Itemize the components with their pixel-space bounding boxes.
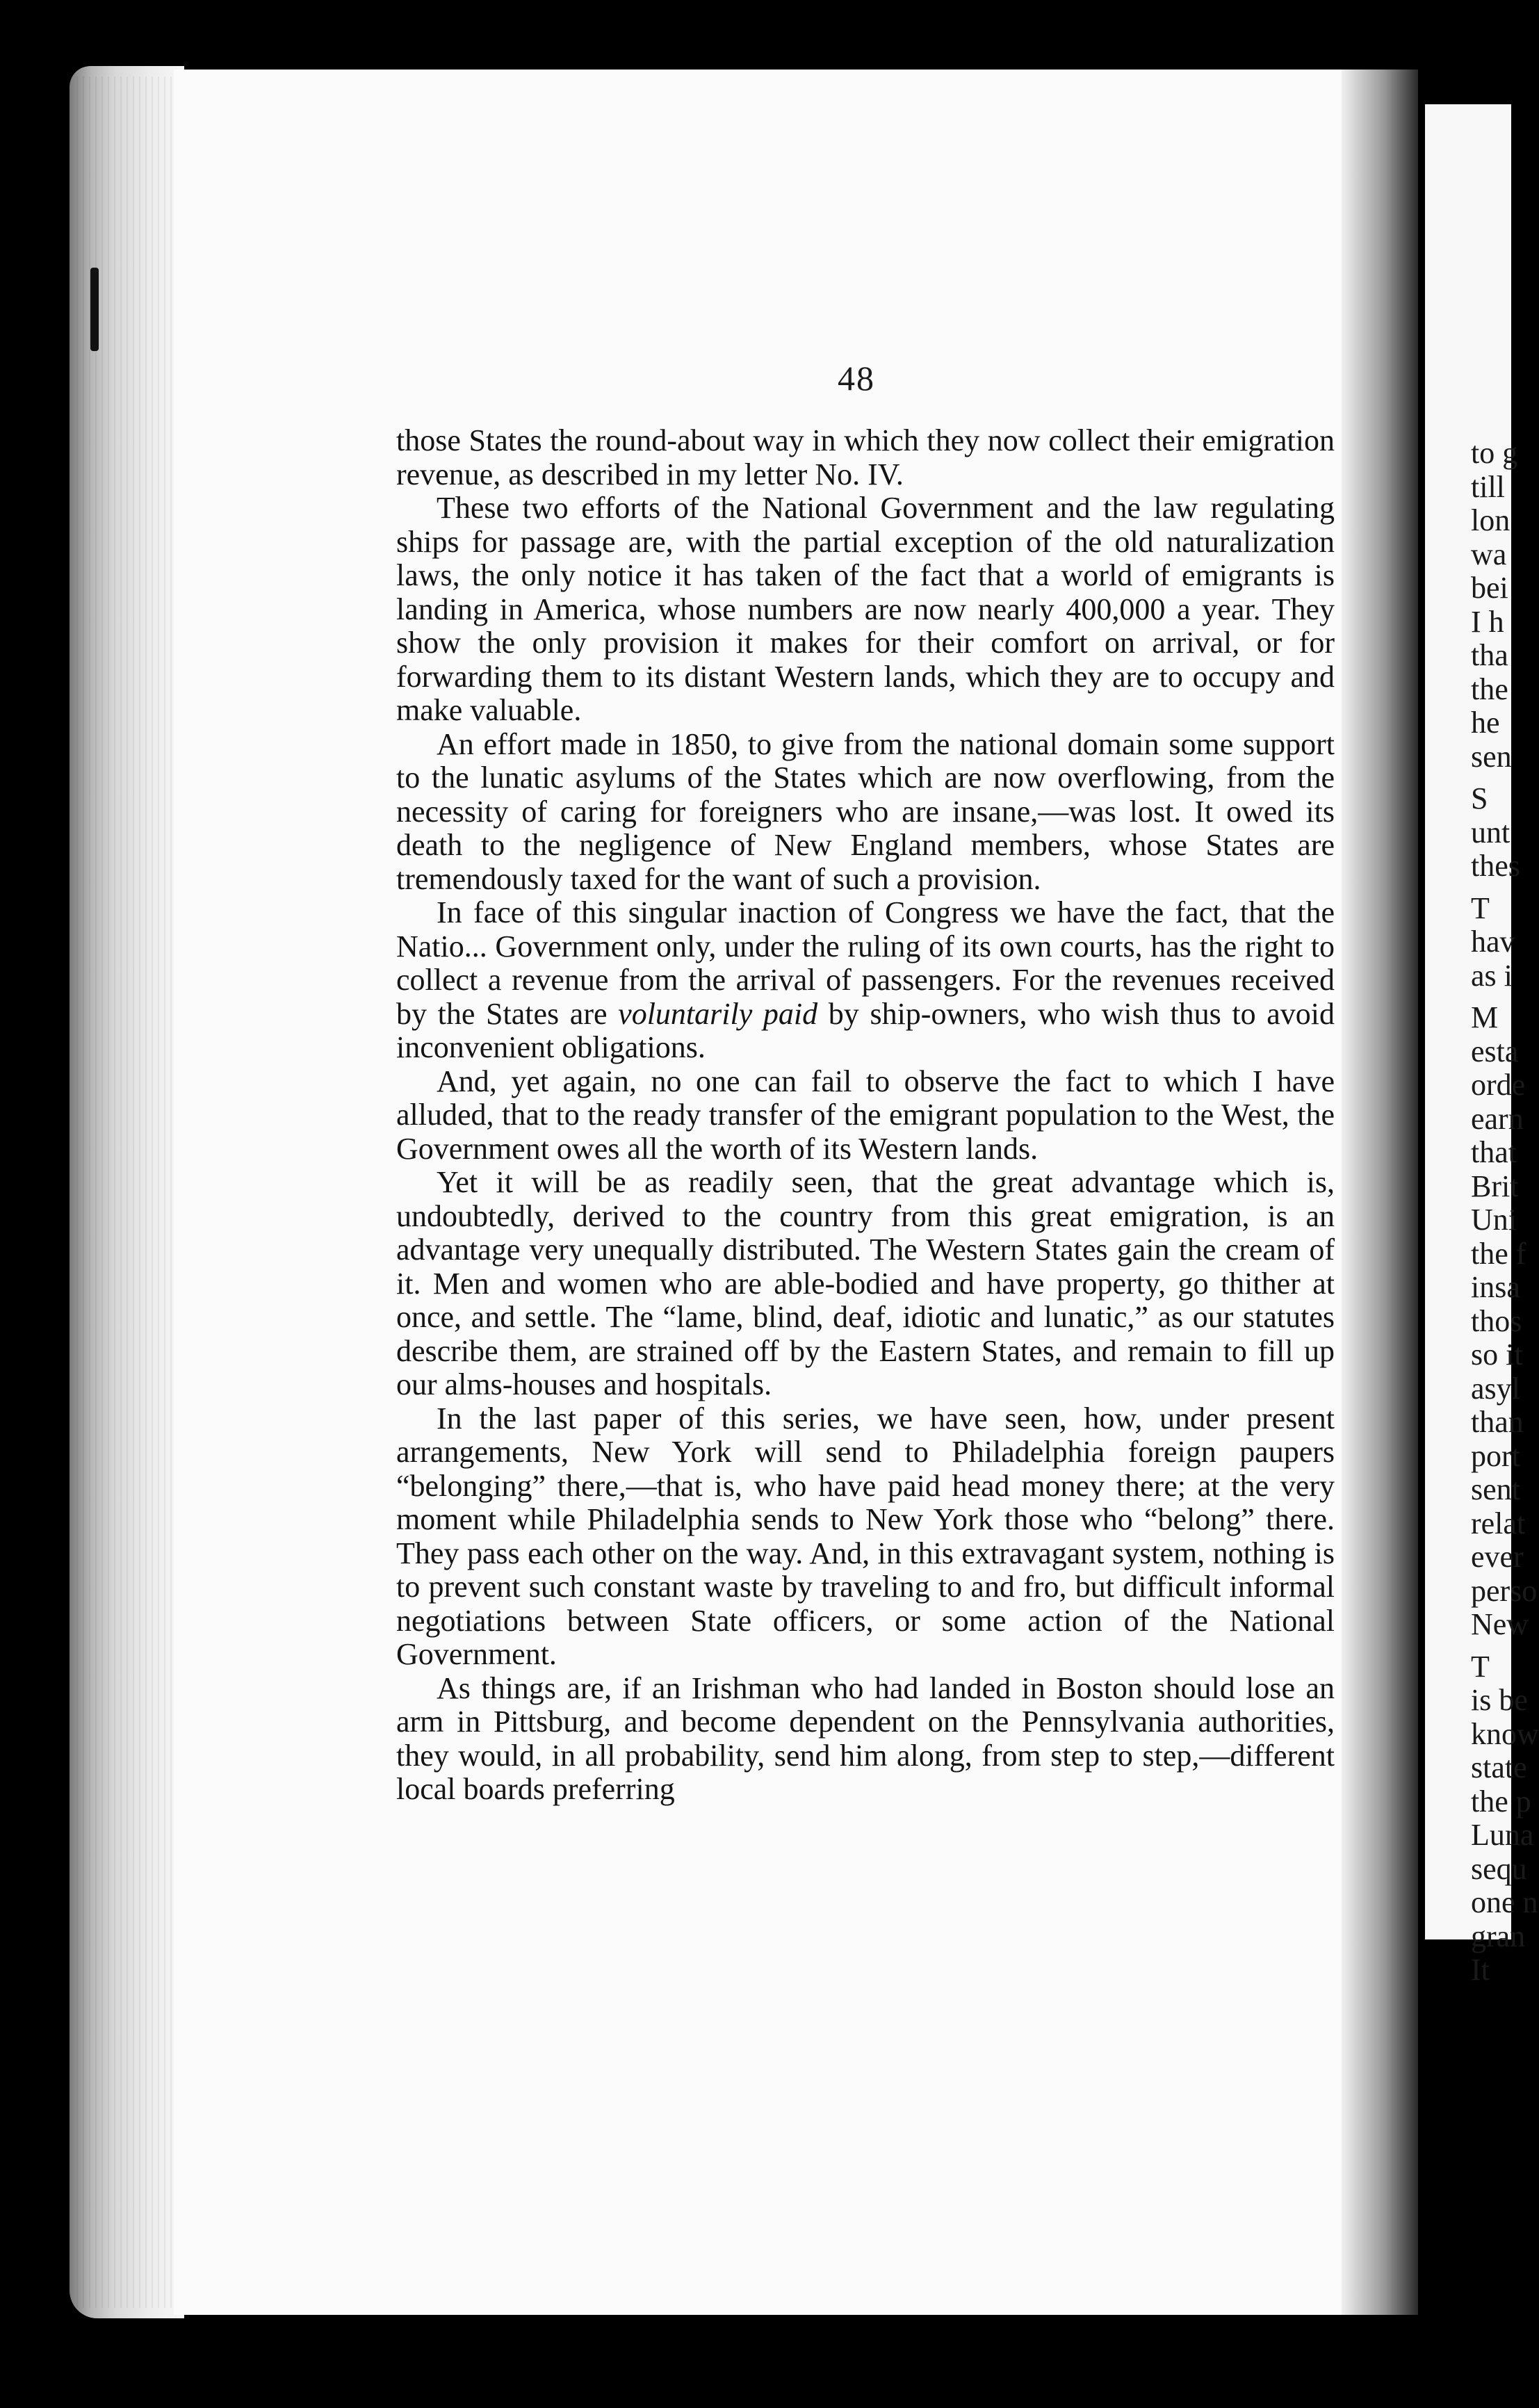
facing-page-line: Uni (1471, 1203, 1517, 1237)
facing-page-line: state (1471, 1750, 1527, 1784)
facing-page-line: I h (1471, 604, 1504, 639)
facing-page-line: hav (1471, 925, 1515, 959)
facing-page-line: so it (1471, 1337, 1523, 1372)
facing-page-line: the (1471, 672, 1508, 706)
facing-page-line: the f (1471, 1236, 1526, 1271)
paragraph: As things are, if an Irishman who had landed in Boston should lose an arm in Pittsburg, and become dependent on the Pennsylvania authorities, they would, in all probability, send him along, from step to step,—different local boards preferring (396, 1670, 1335, 1806)
facing-page-line: one n (1471, 1885, 1538, 1919)
facing-page-line: gran (1471, 1919, 1526, 1953)
facing-page-line: earn (1471, 1101, 1524, 1136)
facing-page-line: is be (1471, 1683, 1528, 1717)
facing-page-line: he (1471, 706, 1500, 740)
facing-page-line: T (1471, 890, 1490, 925)
facing-page (1425, 104, 1539, 1987)
facing-page-line: T (1471, 1649, 1490, 1684)
facing-page-line: esta (1471, 1034, 1519, 1068)
page-edges-texture (76, 76, 174, 2308)
facing-page-line: M (1471, 1000, 1499, 1034)
facing-page-line: port (1471, 1438, 1520, 1473)
paragraph: An effort made in 1850, to give from the national domain some support to the lunatic asylums of the States which are now overflowing, from the necessity of caring for foreigners who are insane,—was lost. It owed its death to the negligence of New England members, whose States are tremendously taxed for the want of such a provision. (396, 726, 1335, 896)
edge-mark (90, 268, 99, 351)
facing-page-line: S (1471, 781, 1488, 815)
facing-page-line: New (1471, 1607, 1529, 1641)
page-number: 48 (838, 359, 875, 398)
facing-page-line: lon (1471, 503, 1510, 537)
facing-page-line: It (1471, 1953, 1490, 1987)
paragraph: These two efforts of the National Government and the law regulating ships for passage are, with the partial exception of the old naturalization laws, the only notice it has taken of the fact that a world of emigrants is landing in America, whose numbers are now nearly 400,000 a year. They show the only provision it makes for their comfort on arrival, or for forwarding them to its distant Western lands, which they are to occupy and make valuable. (396, 491, 1335, 727)
facing-page-line: tha (1471, 638, 1508, 672)
facing-page-line: Luna (1471, 1818, 1534, 1852)
facing-page-line: sen (1471, 739, 1512, 774)
paragraph-text: In face of this singular inaction of Congress we have the fact, that the Natio... Government only, under the ruling of its own courts, has the right to collect a revenue from the arrival of passengers. For the revenues received by the States are (396, 895, 1335, 1031)
page-body (396, 424, 1335, 1807)
paragraph: In the last paper of this series, we have seen, how, under present arrangements, New York will send to Philadelphia foreign paupers “belonging” there,—that is, who have paid head money there; at the very moment while Philadelphia sends to New York those who “belong” there. They pass each other on the way. And, in this extravagant system, nothing is to prevent such constant waste by traveling to and fro, but difficult informal negotiations between State officers, or some action of the National Government. (396, 1401, 1335, 1671)
facing-page-line: thos (1471, 1303, 1522, 1338)
facing-page-line: thes (1471, 849, 1520, 883)
facing-page-line: ever (1471, 1540, 1524, 1574)
facing-page-line: Brit (1471, 1169, 1519, 1203)
italic-phrase: voluntarily paid (618, 996, 818, 1031)
facing-page-line: know (1471, 1716, 1539, 1751)
paragraph: And, yet again, no one can fail to observe the fact to which I have alluded, that to the ready transfer of the emigrant population to the West, the Government owes all the worth of its Western lands. (396, 1064, 1335, 1166)
facing-page-line: till (1471, 469, 1505, 504)
paragraph: Yet it will be as readily seen, that the great advantage which is, undoubtedly, derived to the country from this great emigration, is an advantage very unequally distributed. The Western States gain the cream of it. Men and women who are able-bodied and have property, go thither at once, and settle. The “lame, blind, deaf, idiotic and lunatic,” as our statutes describe them, are strained off by the Eastern States, and remain to fill up our alms-houses and hospitals. (396, 1165, 1335, 1401)
paragraph (396, 896, 1335, 1065)
facing-page-line: insa (1471, 1270, 1520, 1304)
facing-page-line: to g (1471, 436, 1518, 470)
paragraph: those States the round-about way in which they now collect their emigration revenue, as described in my letter No. IV. (396, 423, 1335, 491)
facing-page-line: perso (1471, 1573, 1538, 1608)
facing-page-line: sequ (1471, 1851, 1527, 1886)
facing-page-line: that (1471, 1135, 1517, 1169)
facing-page-line: sent (1471, 1472, 1520, 1506)
facing-page-line: unt (1471, 815, 1510, 849)
facing-page-line: orde (1471, 1068, 1526, 1102)
facing-page-line: asyl (1471, 1371, 1520, 1406)
facing-page-line: the p (1471, 1784, 1531, 1819)
facing-page-line: relat (1471, 1506, 1526, 1540)
gutter-shadow (1342, 70, 1418, 2315)
facing-page-line: wa (1471, 537, 1507, 571)
facing-page-line: than (1471, 1405, 1524, 1439)
facing-page-line: bei (1471, 571, 1508, 605)
facing-page-line: as i (1471, 958, 1513, 993)
paragraph-text: by ship-owners, who wish thus to avoid inconvenient obligations. (396, 996, 1335, 1064)
